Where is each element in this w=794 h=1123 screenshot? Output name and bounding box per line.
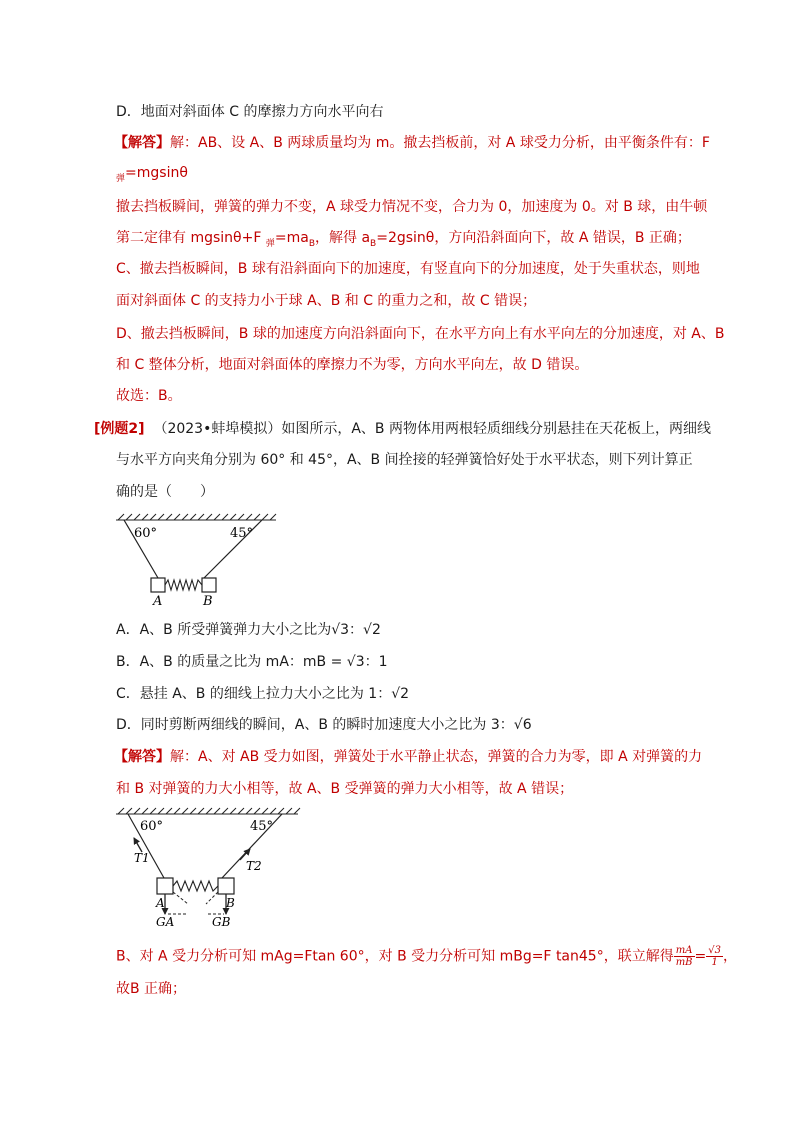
ratio-value-fraction [706,945,723,968]
angle-45-label: 45° [230,526,254,541]
label-b: B [203,594,213,609]
example2-line3: 确的是（ ） [116,484,214,500]
block-a-2 [157,878,173,894]
block-a [151,578,165,592]
angle-60-label-2: 60° [140,819,164,834]
angle-60-label: 60° [134,526,158,541]
answer2-b2: 故B 正确； [116,981,187,997]
answer2-a1: 解：A、对 AB 受力如图，弹簧处于水平静止状态，弹簧的合力为零，即 A 对弹簧的力 [170,749,703,765]
option-d-previous: D．地面对斜面体 C 的摩擦力方向水平向右 [116,104,384,120]
figure2-force-diagram [112,806,307,934]
gb-label: GB [212,915,231,929]
answer1-l4-sub3: B [370,239,377,249]
ga-label: GA [156,915,175,929]
answer1-c2: 面对斜面体 C 的支持力小于球 A、B 和 C 的重力之和，故 C 错误； [116,293,537,309]
label-a-2: A [156,896,165,910]
resultant-dash-a [173,892,188,904]
answer1-l2-sub: 弹 [116,174,126,184]
option-c: C．悬挂 A、B 的细线上拉力大小之比为 1：√2 [116,686,410,702]
option-b: B．A、B 的质量之比为 mA：mB = √3：1 [116,654,388,670]
frac-rhs-numerator: √3 [708,945,722,956]
frac-rhs-denominator: 1 [711,957,718,968]
answer1-l4a: 第二定律有 mgsinθ+F [116,230,266,246]
ceiling-hatch-2 [116,808,300,814]
answer1-tag: 【解答】 [114,135,170,151]
t2-label: T2 [246,859,262,873]
spring [165,580,202,590]
answer1-line4 [116,227,691,251]
answer2-line1 [114,746,702,768]
answer2-tag: 【解答】 [114,749,170,765]
t1-label: T1 [134,851,150,865]
option-d: D．同时剪断两细线的瞬间，A、B 的瞬时加速度大小之比为 3：√6 [116,717,532,733]
frac-denominator: mB [675,957,693,968]
figure1-suspension-diagram [112,510,282,610]
answer1-l4d: =2gsinθ，方向沿斜面向下，故 A 错误，B 正确； [376,230,691,246]
resultant-dash-b [206,892,218,904]
option-a: A．A、B 所受弹簧弹力大小之比为√3：√2 [116,622,381,638]
answer2-b1: B、对 A 受力分析可知 mAg=Ftan 60°，对 B 受力分析可知 mBg=F tan45°，联立解得 $\frac{mA}{mB}$ = $\frac{√3}{1}$ ， [116,945,738,968]
answer1-l4-sub1: 弹 [265,239,275,249]
label-b-2: B [226,896,235,910]
block-b [202,578,216,592]
answer1-d2: 和 C 整体分析，地面对斜面体的摩擦力不为零，方向水平向左，故 D 错误。 [116,357,589,373]
spring-2 [173,881,218,891]
answer1-line3: 撤去挡板瞬间，弹簧的弹力不变，A 球受力情况不变，合力为 0，加速度为 0。对 B 球，由牛顿 [116,199,708,215]
answer1-d1: D、撤去挡板瞬间，B 球的加速度方向沿斜面向下，在水平方向上有水平向左的分加速度，对 A、B [116,326,725,342]
answer1-l4c: ，解得 a [315,230,371,246]
example2-text1: （2023•蚌埠模拟）如图所示，A、B 两物体用两根轻质细线分别悬挂在天花板上，两细线 [153,421,711,437]
answer1-l2-text: =mgsinθ [125,165,188,181]
label-a: A [153,594,163,609]
example2-line2: 与水平方向夹角分别为 60° 和 45°，A、B 间拴接的轻弹簧恰好处于水平状态，则下列计算正 [116,452,693,468]
answer2-a2: 和 B 对弹簧的力大小相等，故 A、B 受弹簧的弹力大小相等，故 A 错误； [116,781,574,797]
example2-line1 [94,418,711,440]
example2-tag: [例题2] [94,421,145,437]
answer1-choice: 故选：B。 [116,388,182,404]
answer2-b1-end: ， [723,948,738,965]
angle-45-label-2: 45° [250,819,274,834]
tension-arrow-a [134,838,142,852]
frac-numerator: mA [674,945,695,957]
answer1-text1: 解：AB、设 A、B 两球质量均为 m。撤去挡板前，对 A 球受力分析，由平衡条件有：F [170,135,710,151]
answer1-c1: C、撤去挡板瞬间，B 球有沿斜面向下的加速度，有竖直向下的分加速度，处于失重状态，则地 [116,261,700,277]
answer1-line1 [114,132,710,154]
ceiling-hatch [116,514,276,520]
block-b-2 [218,878,234,894]
mass-ratio-fraction [674,945,695,968]
answer1-l4-sub2: B [308,239,315,249]
answer1-line2 [116,162,188,186]
answer2-b1-text: B、对 A 受力分析可知 mAg=Ftan 60°，对 B 受力分析可知 mBg=F tan45°，联立解得 [116,948,674,965]
answer1-l4b: =ma [274,230,309,246]
